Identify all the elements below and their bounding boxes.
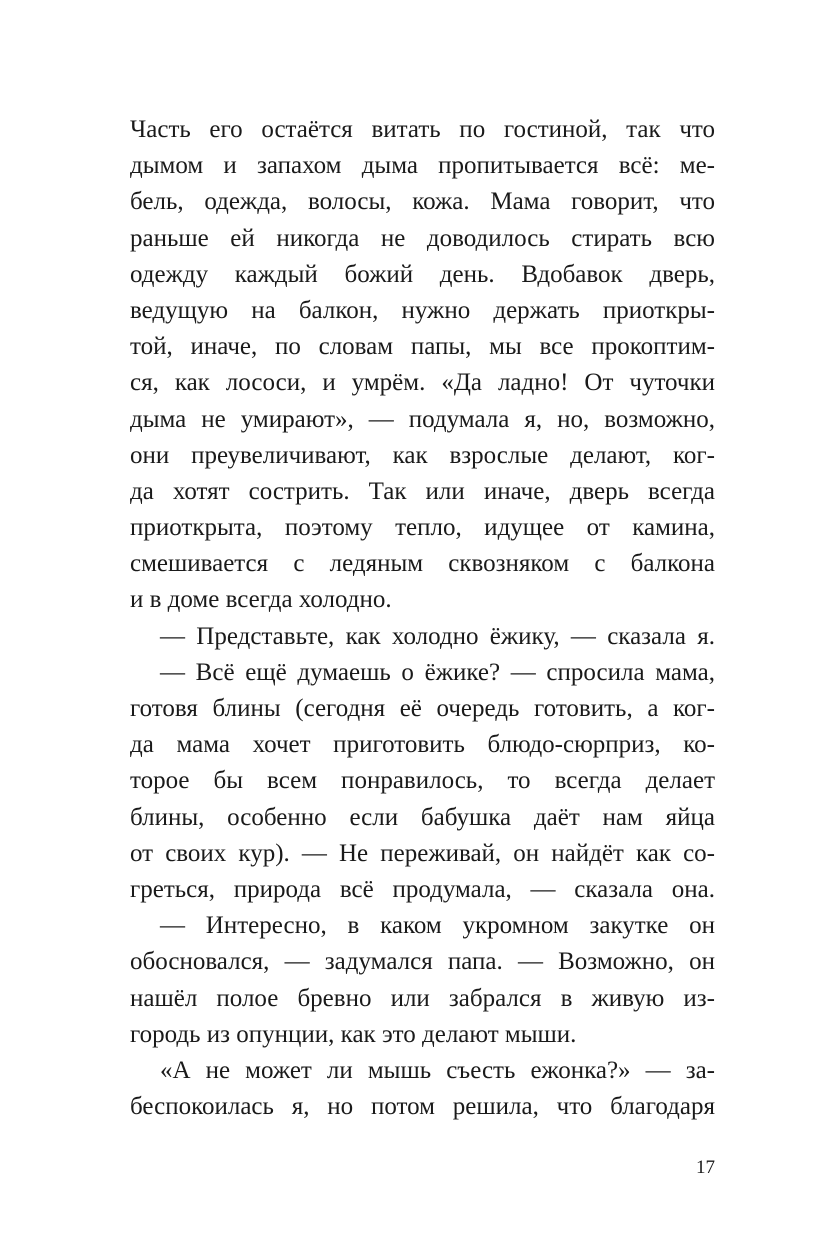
text-line: да хотят сострить. Так или иначе, дверь всегда [130,477,715,505]
text-line: беспокоилась я, но потом решила, что благодаря [130,1093,715,1121]
text-line: городь из опунции, как это делают мыши. [130,1020,577,1048]
text-line: приоткрыта, поэтому тепло, идущее от камина, [130,514,715,542]
text-line: ведущую на балкон, нужно держать приоткры- [130,296,715,324]
page-number: 17 [696,1157,715,1178]
text-line: они преувеличивают, как взрослые делают, ког- [130,441,715,469]
body-text [130,112,715,1125]
text-line: Часть его остаётся витать по гостиной, так что [130,116,715,143]
text-line: дыма не умирают», — подумала я, но, возможно, [130,405,715,433]
dialogue-line: — Всё ещё думаешь о ёжике? — спросила мама, [160,658,715,686]
text-line: блины, особенно если бабушка даёт нам яйца [130,803,715,831]
dialogue-line: — Интересно, в каком укромном закутке он [160,912,715,940]
text-line: торое бы всем понравилось, то всегда делает [130,767,715,795]
text-line: одежду каждый божий день. Вдобавок дверь, [130,260,715,288]
text-line: от своих кур). — Не переживай, он найдёт как со- [130,839,715,867]
text-line: той, иначе, по словам папы, мы все прокоптим- [130,333,715,361]
text-line: нашёл полое бревно или забрался в живую из- [130,984,715,1012]
text-line: раньше ей никогда не доводилось стирать всю [130,224,715,252]
text-line: смешивается с ледяным сквозняком с балкона [130,550,715,578]
text-line: ся, как лососи, и умрём. «Да ладно! От чуточки [130,369,715,397]
dialogue-line: — Представьте, как холодно ёжику, — сказала я. [160,622,715,650]
text-line: и в доме всегда холодно. [130,586,392,614]
text-line: «А не может ли мышь съесть ежонка?» — за- [160,1056,715,1084]
text-line: обосновался, — задумался папа. — Возможно, он [130,948,715,976]
text-line: дымом и запахом дыма пропитывается всё: ме- [130,152,715,180]
text-line: бель, одежда, волосы, кожа. Мама говорит, что [130,188,715,216]
text-line: греться, природа всё продумала, — сказала она. [130,875,715,903]
text-line: готовя блины (сегодня её очередь готовить, а ког- [130,695,715,722]
text-line: да мама хочет приготовить блюдо-сюрприз, ко- [130,731,715,759]
